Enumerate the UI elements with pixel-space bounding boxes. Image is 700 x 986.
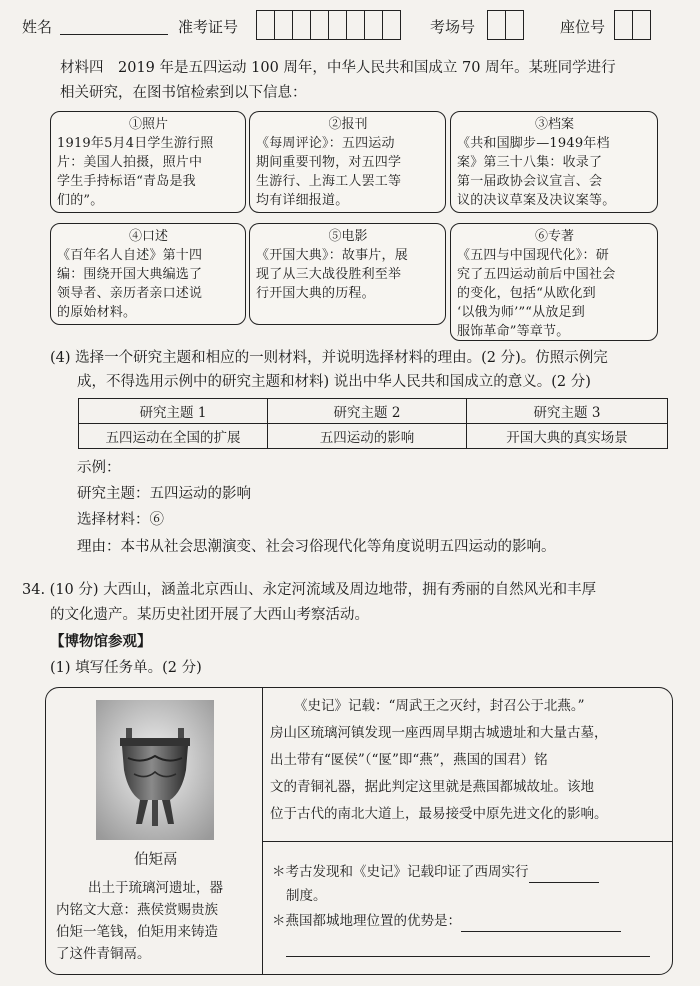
table-cell: 五四运动的影响 (268, 424, 467, 449)
card-title: ⑥专著 (534, 229, 574, 244)
table-header-cell: 研究主题 1 (79, 399, 268, 424)
material-card-monograph (450, 223, 658, 341)
task2-prefix: ＊燕国都城地理位置的优势是： (272, 913, 461, 929)
table-header-cell: 研究主题 3 (467, 399, 668, 424)
q34-sub1: (1) 填写任务单。(2 分) (50, 660, 202, 676)
card-line: 编：围绕开国大典编选了 (57, 267, 203, 282)
card-line: 期间重要刊物，对五四学 (256, 155, 402, 170)
task2-answer-line[interactable] (286, 956, 650, 957)
q4-line1: (4) 选择一个研究主题和相应的一则材料，并说明选择材料的理由。(2 分)。仿照示例完 (50, 350, 608, 366)
digit-box[interactable] (632, 10, 651, 40)
card-line: 均有详细报道。 (256, 193, 349, 208)
table-header-cell: 研究主题 2 (268, 399, 467, 424)
material4-intro-line2: 相关研究，在图书馆检索到以下信息： (60, 85, 307, 101)
card-line: 《五四与中国现代化》：研 (457, 248, 609, 263)
q4-line2: 成，不得选用示例中的研究主题和材料) 说出中华人民共和国成立的意义。(2 分) (77, 374, 591, 390)
exam-number-boxes[interactable] (256, 10, 400, 40)
card-line: 行开国大典的历程。 (256, 286, 375, 301)
digit-box[interactable] (364, 10, 383, 40)
shiji-line: 《史记》记载：“周武王之灭纣，封召公于北燕。” (294, 698, 585, 714)
example-topic: 研究主题：五四运动的影响 (77, 486, 251, 502)
table-cell: 开国大典的真实场景 (467, 424, 668, 449)
table-header-row (79, 399, 668, 424)
q34-line2: 的文化遗产。某历史社团开展了大西山考察活动。 (50, 607, 369, 623)
name-label: 姓名 (22, 18, 53, 36)
material4-intro-line1: 材料四 2019 年是五四运动 100 周年，中华人民共和国成立 70 周年。某班同学进行 (60, 60, 616, 76)
card-line: 《共和国脚步—1949年档 (457, 136, 610, 151)
material-card-photo (50, 111, 246, 213)
material-card-archive (450, 111, 658, 213)
digit-box[interactable] (382, 10, 401, 40)
example-reason: 理由：本书从社会思潮演变、社会习俗现代化等角度说明五四运动的影响。 (77, 539, 556, 555)
task2-prompt (272, 911, 621, 932)
card-line: 服饰革命”等章节。 (457, 324, 570, 339)
card-line: 领导者、亲历者亲口述说 (57, 286, 203, 301)
material-card-newspaper (249, 111, 446, 213)
digit-box[interactable] (310, 10, 329, 40)
museum-section-title: 【博物馆参观】 (50, 633, 152, 650)
artifact-desc-line: 内铭文大意：燕侯赏赐贵族 (56, 902, 218, 918)
card-line: 们的”。 (57, 193, 104, 208)
room-number-boxes[interactable] (487, 10, 523, 40)
card-line: 学生手持标语“青岛是我 (57, 174, 196, 189)
exam-number-label: 准考证号 (178, 18, 239, 36)
card-line: 《每周评论》：五四运动 (256, 136, 395, 151)
example-material: 选择材料：⑥ (77, 512, 164, 528)
material-card-oral (50, 223, 246, 325)
card-line: 第一届政协会议宣言、会 (457, 174, 603, 189)
research-themes-table (78, 398, 668, 449)
example-label: 示例： (77, 460, 121, 476)
shiji-line: 位于古代的南北大道上，最易接受中原先进文化的影响。 (270, 806, 608, 822)
card-line: 《百年名人自述》第十四 (57, 248, 203, 263)
card-line: 生游行、上海工人罢工等 (256, 174, 402, 189)
artifact-desc-line: 出土于琉璃河遗址，器 (88, 880, 223, 896)
artifact-name: 伯矩鬲 (134, 852, 178, 868)
artifact-desc-line: 伯矩一笔钱，伯矩用来铸造 (56, 924, 218, 940)
digit-box[interactable] (328, 10, 347, 40)
name-field[interactable] (60, 34, 168, 35)
card-line: 的原始材料。 (57, 305, 137, 320)
card-line: 的变化，包括“从欧化到 (457, 286, 596, 301)
card-title: ⑤电影 (328, 229, 368, 244)
card-title: ③档案 (534, 117, 574, 132)
card-line: 究了五四运动前后中国社会 (457, 267, 616, 282)
card-line: 现了从三大战役胜利至举 (256, 267, 402, 282)
task-sheet-row-divider (262, 841, 672, 842)
shiji-line: 文的青铜礼器，据此判定这里就是燕国都城故址。该地 (270, 779, 594, 795)
task-sheet-divider (262, 688, 263, 974)
table-cell: 五四运动在全国的扩展 (79, 424, 268, 449)
shiji-line: 房山区琉璃河镇发现一座西周早期古城遗址和大量古墓， (270, 725, 608, 741)
card-line: 案》第三十八集：收录了 (457, 155, 603, 170)
room-label: 考场号 (430, 18, 476, 36)
task2-answer-blank[interactable] (461, 914, 621, 932)
seat-number-boxes[interactable] (614, 10, 650, 40)
card-title: ①照片 (128, 117, 168, 132)
card-line: ‘以俄为师’”“从放足到 (457, 305, 585, 320)
digit-box[interactable] (487, 10, 506, 40)
seat-label: 座位号 (560, 18, 606, 36)
digit-box[interactable] (346, 10, 365, 40)
shiji-line: 出土带有“匽侯”（“匽”即“燕”，燕国的国君）铭 (270, 752, 548, 768)
material-card-film (249, 223, 446, 325)
card-line: 1919年5月4日学生游行照 (57, 136, 214, 151)
artifact-desc-line: 了这件青铜鬲。 (56, 946, 151, 962)
digit-box[interactable] (292, 10, 311, 40)
task1-answer-blank[interactable] (529, 865, 599, 883)
digit-box[interactable] (614, 10, 633, 40)
task1-suffix: 制度。 (286, 888, 327, 904)
card-line: 议的决议草案及决议案等。 (457, 193, 616, 208)
task1-prompt (272, 862, 599, 883)
digit-box[interactable] (256, 10, 275, 40)
digit-box[interactable] (274, 10, 293, 40)
bronze-vessel-photo (96, 700, 214, 840)
task1-prefix: ＊考古发现和《史记》记载印证了西周实行 (272, 864, 529, 880)
q34-line1: 34. (10 分) 大西山，涵盖北京西山、永定河流域及周边地带，拥有秀丽的自然风光和丰厚 (22, 582, 597, 598)
table-row (79, 424, 668, 449)
card-line: 片：美国人拍摄，照片中 (57, 155, 203, 170)
digit-box[interactable] (505, 10, 524, 40)
card-title: ②报刊 (328, 117, 368, 132)
card-title: ④口述 (128, 229, 168, 244)
card-line: 《开国大典》：故事片，展 (256, 248, 408, 263)
